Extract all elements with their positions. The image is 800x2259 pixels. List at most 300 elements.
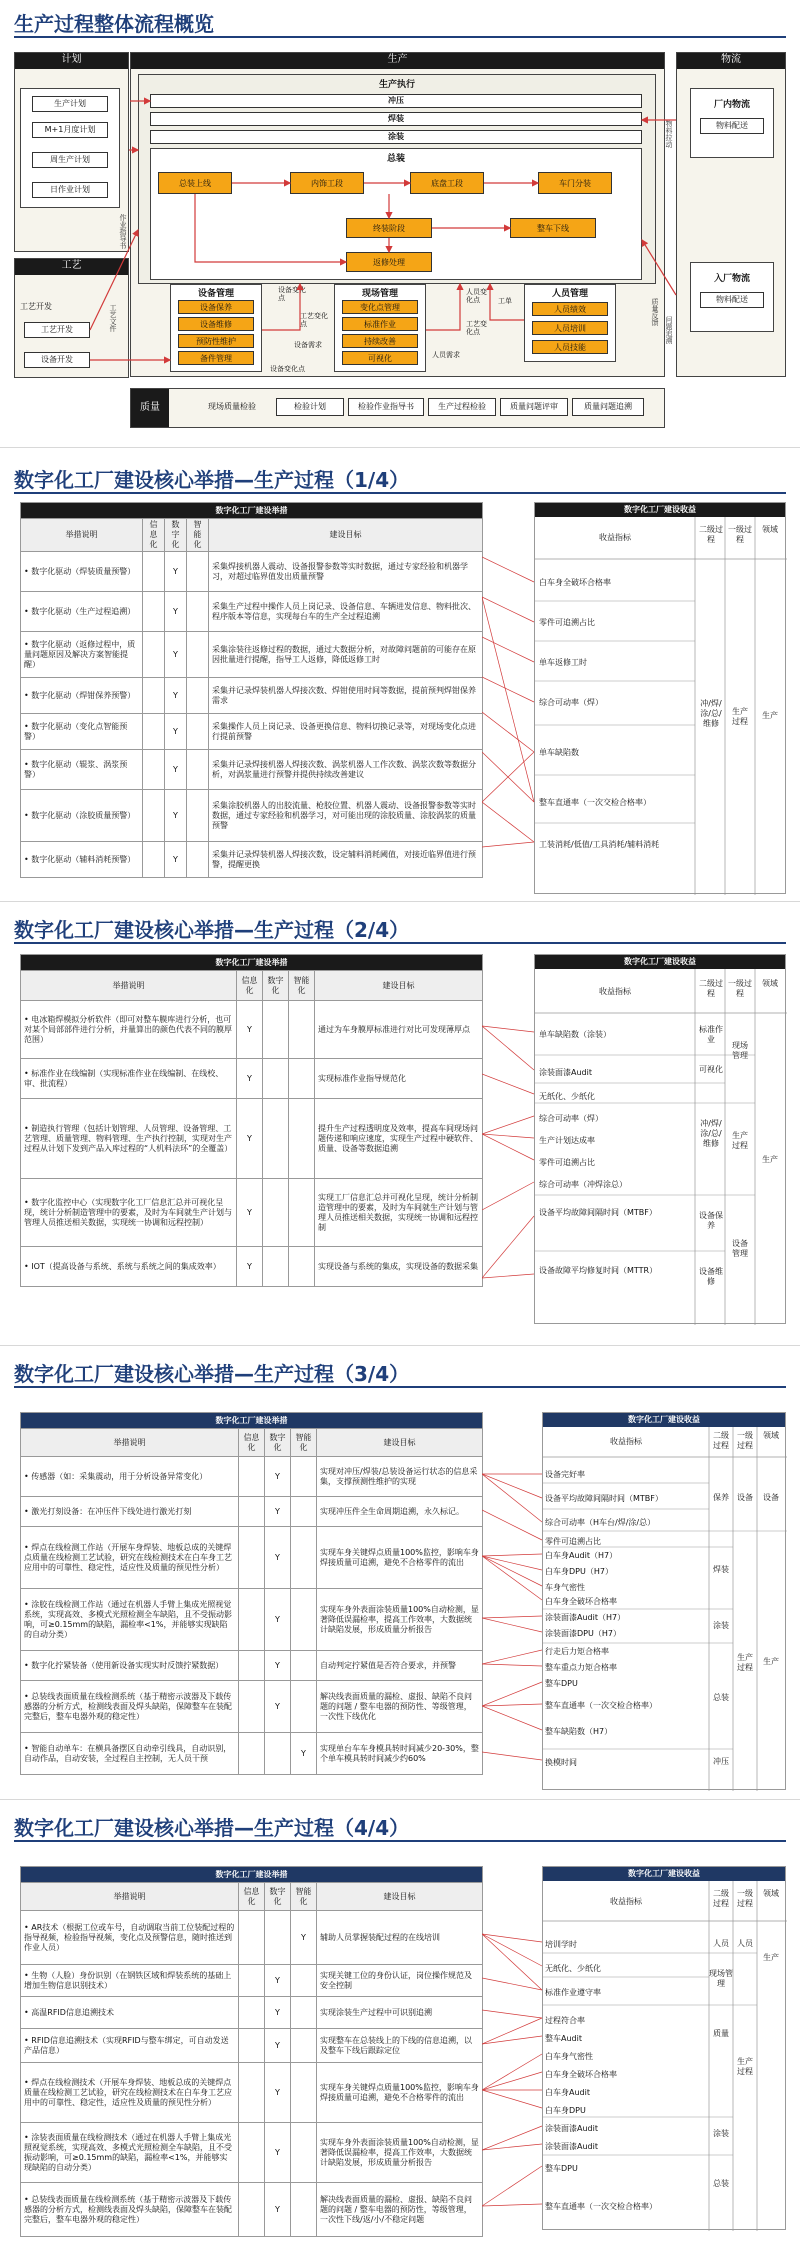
l1-cell: 设备 [737, 1493, 753, 1502]
row-goal: 实现设备与系统的集成，实现设备的数据采集 [315, 1247, 483, 1287]
row-info [143, 842, 165, 878]
site-label: 现场管理 [361, 289, 398, 299]
flow-label: 工艺变化点 [300, 312, 328, 328]
col-desc: 举措说明 [21, 519, 143, 552]
table-row [21, 678, 483, 714]
col-l1: 一级过程 [737, 1889, 753, 1908]
col-kpi: 收益指标 [610, 1437, 642, 1446]
equipment-item[interactable]: 备件管理 [178, 351, 254, 365]
row-digital: Y [265, 1457, 291, 1497]
row-goal: 实现车身关键焊点质量100%监控，影响车身焊接质量可追溯，避免不合格零件的流出 [317, 2063, 483, 2123]
quality-item[interactable]: 检验计划 [276, 398, 344, 416]
assembly-online[interactable]: 总装上线 [158, 172, 232, 194]
col-desc: 举措说明 [21, 1883, 239, 1911]
measures-table [20, 502, 483, 878]
slide-core-measures-2 [0, 904, 800, 1346]
connector-lines [482, 954, 538, 1324]
row-goal: 采集生产过程中操作人员上岗记录、设备信息、车辆进发信息、物料批次、程序版本等信息，实现每台车的生产全过程追溯 [209, 592, 483, 632]
repair-handling[interactable]: 返修处理 [346, 252, 432, 272]
row-info: Y [237, 1059, 263, 1099]
row-desc: • 涂胶在线检测工作站（通过在机器人手臂上集成光照视觉系统，实现高效、多模式光照检测全车缺陷，且不受振动影响，可≥0.15mm的缺陷，漏检率<1%，并能够实现缺陷的自动分类） [21, 1589, 239, 1651]
l2-cell: 冲/焊/涂/总/维修 [700, 1119, 722, 1148]
table-row [21, 2183, 483, 2237]
l2-cell: 可视化 [699, 1065, 723, 1074]
kpi-item: 车身气密性 [545, 1583, 585, 1592]
row-info [239, 2123, 265, 2183]
measures-header: 数字化工厂建设举措 [21, 503, 483, 519]
site-item[interactable]: 标准作业 [342, 317, 418, 331]
exec-label: 生产执行 [378, 80, 415, 90]
col-l2: 二级过程 [713, 1889, 729, 1908]
kpi-item: 培训学时 [545, 1940, 577, 1949]
equipment-item[interactable]: 设备保养 [178, 300, 254, 314]
vehicle-offline[interactable]: 整车下线 [510, 218, 596, 238]
l2-cell: 焊装 [713, 1565, 729, 1574]
col-domain: 领域 [763, 1431, 779, 1440]
col-kpi: 收益指标 [599, 533, 631, 542]
equipment-item[interactable]: 预防性维护 [178, 334, 254, 348]
table-row [21, 592, 483, 632]
logistics-header: 物流 [677, 53, 785, 69]
row-goal: 解决线表面质量的漏检、虚报、缺陷不良问题的问题 / 整车电器的预防性，等级管理，一次性下线/返/小/不稳定问题 [317, 2183, 483, 2237]
row-goal: 实现工厂信息汇总并可视化呈现，统计分析制造管理中的要素，及时为车间就生产计划与管理人员推送相关数据，实现统一协调和远程控制 [315, 1179, 483, 1247]
row-digital [263, 1247, 289, 1287]
kpi-item: 单车缺陷数（涂装） [539, 1030, 611, 1039]
l2-cell: 总装 [713, 1693, 729, 1702]
row-info [239, 2029, 265, 2063]
row-info [239, 1681, 265, 1733]
row-info [239, 1965, 265, 1997]
domain-cell: 设备 [763, 1493, 779, 1502]
row-goal: 采集操作人员上岗记录、设备更换信息、物料切换记录等，对现场变化点进行提前预警 [209, 714, 483, 750]
slide-title: 数字化工厂建设核心举措—生产过程（3/4） [14, 1362, 410, 1386]
quality-item[interactable]: 检验作业指导书 [348, 398, 424, 416]
kpi-item: 整车Audit [545, 2034, 582, 2043]
row-digital: Y [265, 2123, 291, 2183]
col-smart: 智能化 [187, 519, 209, 552]
benefits-panel [534, 502, 786, 894]
chassis-section[interactable]: 底盘工段 [410, 172, 484, 194]
door-subassembly[interactable]: 车门分装 [538, 172, 612, 194]
row-goal: 实现单台车车身模具转时间减少20-30%，整个单车模具转时间减少约60% [317, 1733, 483, 1775]
l1-cell: 现场管理 [732, 1041, 748, 1060]
row-smart [289, 1179, 315, 1247]
kpi-item: 整车直通率（一次交检合格率） [545, 2202, 657, 2211]
measures-table [20, 1866, 483, 2237]
l1-cell: 生产过程 [732, 707, 748, 726]
row-goal: 采集并记录焊接机器人焊接次数、涡浆机器人工作次数、涡浆次数等数据分析，对涡浆量进行预警并提供持续改善建议 [209, 750, 483, 790]
kpi-item: 白车身DPU（H7） [545, 1567, 613, 1576]
row-info [143, 678, 165, 714]
kpi-item: 标准作业遵守率 [545, 1988, 601, 1997]
row-digital: Y [165, 678, 187, 714]
row-desc: • 数字化驱动（辊浆、涡浆预警） [21, 750, 143, 790]
table-row [21, 2029, 483, 2063]
measures-header: 数字化工厂建设举措 [21, 1867, 483, 1883]
l2-cell: 质量 [713, 2029, 729, 2038]
row-info [239, 2183, 265, 2237]
col-l1: 一级过程 [728, 979, 752, 998]
row-goal: 采集并记录焊装机器人焊接次数，设定辅料消耗阈值，对接近临界值进行预警，提醒更换 [209, 842, 483, 878]
kpi-item: 零件可追溯占比 [539, 618, 595, 627]
row-goal: 实现车身关键焊点质量100%监控，影响车身焊接质量可追溯，避免不合格零件的流出 [317, 1527, 483, 1589]
col-info: 信息化 [239, 1429, 265, 1457]
row-info [143, 714, 165, 750]
flow-label: 工艺文件 [109, 304, 117, 332]
row-info [239, 1457, 265, 1497]
kpi-item: 白车身全破坏合格率 [539, 578, 611, 587]
measures-table [20, 954, 483, 1287]
kpi-item: 综合可动率（焊） [539, 1114, 603, 1123]
slide-title: 数字化工厂建设核心举措—生产过程（4/4） [14, 1816, 410, 1840]
col-digital: 数字化 [165, 519, 187, 552]
row-desc: • 数字化监控中心（实现数字化工厂信息汇总并可视化呈现，统计分析制造管理中的要素，及时为车间就生产计划与管理人员推送相关数据，实现统一协调和远程控制） [21, 1179, 237, 1247]
row-smart [187, 790, 209, 842]
kpi-item: 涂装面漆DPU（H7） [545, 1629, 621, 1638]
l2-cell: 冲/焊/涂/总/维修 [700, 699, 722, 728]
kpi-item: 整车直通率（一次交检合格率） [539, 798, 651, 807]
row-smart [291, 1497, 317, 1527]
row-desc: • 数字化驱动（涂胶质量预警） [21, 790, 143, 842]
slide-core-measures-4 [0, 1804, 800, 2259]
row-digital: Y [265, 1681, 291, 1733]
row-desc: • 涂装表面质量在线检测技术（通过在机器人手臂上集成光照视觉系统，实现高效、多模式光照检测全车缺陷，且不受振动影响，可≥0.15mm的缺陷，漏检率<1%，并能够实现缺陷的自动分类） [21, 2123, 239, 2183]
flow-label: 问题追溯 [665, 316, 673, 344]
slide-title: 数字化工厂建设核心举措—生产过程（2/4） [14, 918, 410, 942]
kpi-item: 设备平均故障间隔时间（MTBF） [545, 1494, 663, 1503]
row-goal: 实现涂装生产过程中可识别追溯 [317, 1997, 483, 2029]
row-digital: Y [265, 1997, 291, 2029]
flow-label: 质量反馈 [651, 298, 659, 326]
row-desc: • 高温RFID信息追溯技术 [21, 1997, 239, 2029]
col-goal: 建设目标 [209, 519, 483, 552]
row-info [239, 1651, 265, 1681]
row-smart [187, 552, 209, 592]
connector-lines [482, 1866, 544, 2230]
measures-table [20, 1412, 483, 1775]
row-desc: • 总装线表面质量在线检测系统（基于精密示波器及下载传感器的分析方式，检测线表面及焊头缺陷，保障整车在装配完整后，整车电器外观的稳定性） [21, 2183, 239, 2237]
row-goal: 通过为车身膜厚标准进行对比可发现薄厚点 [315, 1001, 483, 1059]
row-smart [289, 1247, 315, 1287]
kpi-item: 换模时间 [545, 1758, 577, 1767]
plan-item[interactable]: M+1月度计划 [32, 122, 108, 138]
personnel-label: 人员管理 [551, 289, 588, 299]
row-digital: Y [265, 1527, 291, 1589]
row-goal: 采集涂胶机器人的出胶流量、枪胶位置、机器人震动、设备报警参数等实时数据，通过专家经验和机器学习，对可能出现的涂胶质量、涂胶涡浆的质量预警 [209, 790, 483, 842]
table-row [21, 1681, 483, 1733]
benefits-grid [535, 503, 787, 895]
l2-cell: 标准作业 [699, 1025, 723, 1044]
benefits-header: 数字化工厂建设收益 [535, 955, 785, 969]
plan-item[interactable]: 周生产计划 [32, 152, 108, 168]
l1-cell: 设备管理 [732, 1239, 748, 1258]
row-digital: Y [265, 1651, 291, 1681]
connector-lines [482, 1412, 544, 1790]
kpi-item: 工装消耗/低值/工具消耗/辅料消耗 [539, 840, 660, 849]
measures-header: 数字化工厂建设举措 [21, 1413, 483, 1429]
row-goal: 解决线表面质量的漏检、虚报、缺陷不良问题的问题 / 整车电器的预防性、等级管理，一次性下线优化 [317, 1681, 483, 1733]
table-row [21, 1997, 483, 2029]
plan-header: 计划 [15, 53, 128, 69]
benefits-panel [534, 954, 786, 1324]
l2-cell: 总装 [713, 2179, 729, 2188]
row-info [239, 1997, 265, 2029]
entry-delivery[interactable]: 物料配送 [700, 292, 764, 308]
l2-cell: 人员 [713, 1939, 729, 1948]
slide-title: 生产过程整体流程概览 [14, 12, 214, 36]
quality-item[interactable]: 质量问题评审 [500, 398, 568, 416]
col-kpi: 收益指标 [610, 1897, 642, 1906]
col-desc: 举措说明 [21, 971, 237, 1001]
row-goal: 实现车身外表面涂装质量100%自动检测，显著降低误漏检率，提高工作效率，大数据统计缺陷发展，形成质量分析报告 [317, 2123, 483, 2183]
personnel-item[interactable]: 人员培训 [532, 321, 608, 335]
row-smart [291, 1457, 317, 1497]
row-digital: Y [165, 552, 187, 592]
kpi-item: 白车身全破坏合格率 [545, 1597, 617, 1606]
l2-cell: 涂装 [713, 2129, 729, 2138]
flow-label: 设备需求 [294, 341, 322, 349]
kpi-item: 综合可动率（焊） [539, 698, 603, 707]
table-row [21, 1527, 483, 1589]
row-desc: • 传感器（如：采集震动，用于分析设备异常变化） [21, 1457, 239, 1497]
kpi-item: 零件可追溯占比 [545, 1537, 601, 1546]
slide-core-measures-1 [0, 452, 800, 902]
row-goal: 采集焊接机器人震动、设备报警参数等实时数据，通过专家经验和机器学习，对超过临界值发出质量预警 [209, 552, 483, 592]
row-info [239, 2063, 265, 2123]
row-smart [291, 2029, 317, 2063]
benefits-panel [542, 1412, 786, 1790]
plan-item[interactable]: 日作业计划 [32, 182, 108, 198]
row-smart [291, 2123, 317, 2183]
row-info: Y [237, 1099, 263, 1179]
personnel-item[interactable]: 人员技能 [532, 340, 608, 354]
kpi-item: 设备平均故障间隔时间（MTBF） [539, 1208, 657, 1217]
row-digital: Y [265, 1965, 291, 1997]
kpi-item: 涂装面漆Audit [545, 2142, 598, 2151]
row-digital: Y [265, 2063, 291, 2123]
welding-bar: 焊装 [150, 112, 642, 126]
row-info: Y [237, 1179, 263, 1247]
flow-label: 设备变化点 [278, 286, 306, 302]
col-goal: 建设目标 [317, 1883, 483, 1911]
row-desc: • 电冰箱焊模拟分析软件（即可对整车膜库进行分析，也可对某个局部部件进行分析，并量算出的颜色代表不同的膜厚范围） [21, 1001, 237, 1059]
row-desc: • RFID信息追溯技术（实现RFID与整车绑定，可自动发送产品信息） [21, 2029, 239, 2063]
table-row [21, 750, 483, 790]
row-info [143, 552, 165, 592]
row-digital [265, 1911, 291, 1965]
domain-cell: 生产 [763, 1953, 779, 1962]
painting-bar: 涂装 [150, 130, 642, 144]
col-info: 信息化 [143, 519, 165, 552]
row-digital: Y [165, 790, 187, 842]
quality-item: 现场质量检验 [208, 402, 256, 411]
row-smart [289, 1099, 315, 1179]
kpi-item: 整车重点力矩合格率 [545, 1663, 617, 1672]
row-digital [265, 1733, 291, 1775]
kpi-item: 零件可追溯占比 [539, 1158, 595, 1167]
title-rule [14, 492, 786, 494]
col-domain: 领域 [762, 979, 778, 988]
site-item[interactable]: 持续改善 [342, 334, 418, 348]
row-digital [263, 1059, 289, 1099]
title-rule [14, 1386, 786, 1388]
row-goal: 采集涂装往返修过程的数据，通过大数据分析，对故障问题前的可能存在原因批量进行提醒，指导工人返修，降低返修工时 [209, 632, 483, 678]
row-goal: 自动判定拧紧值是否符合要求，并预警 [317, 1651, 483, 1681]
col-kpi: 收益指标 [599, 987, 631, 996]
craft-item[interactable]: 工艺开发 [24, 322, 90, 338]
kpi-item: 行走后力矩合格率 [545, 1647, 609, 1656]
l1-cell: 人员 [737, 1939, 753, 1948]
quality-item[interactable]: 质量问题追溯 [572, 398, 644, 416]
kpi-item: 涂装面漆Audit [545, 2124, 598, 2133]
kpi-item: 无纸化、少纸化 [539, 1092, 595, 1101]
table-row [21, 552, 483, 592]
row-digital: Y [165, 842, 187, 878]
row-smart [187, 714, 209, 750]
domain-cell: 生产 [763, 1657, 779, 1666]
col-digital: 数字化 [265, 1883, 291, 1911]
row-desc: • 生物（人脸）身份识别（在钢铁区域和焊装系统的基础上增加生物信息识别技术） [21, 1965, 239, 1997]
site-item[interactable]: 变化点管理 [342, 300, 418, 314]
table-row [21, 1497, 483, 1527]
quality-header: 质量 [131, 389, 169, 427]
row-goal: 实现车身外表面涂装质量100%自动检测，显著降低误漏检率，提高工作效率，大数据统计缺陷发展，形成质量分析报告 [317, 1589, 483, 1651]
table-row [21, 714, 483, 750]
table-row [21, 1099, 483, 1179]
row-digital: Y [265, 2183, 291, 2237]
row-goal: 实现关键工位的身份认证，岗位操作规范及安全控制 [317, 1965, 483, 1997]
col-smart: 智能化 [291, 1429, 317, 1457]
row-desc: • 制造执行管理（包括计划管理、人员管理、设备管理、工艺管理、质量管理、物料管理、生产执行控制，实现对生产过程从计划下发到产品入库过程的“人机料法环”的全覆盖） [21, 1099, 237, 1179]
row-digital: Y [265, 1497, 291, 1527]
table-row [21, 790, 483, 842]
row-desc: • IOT（提高设备与系统、系统与系统之间的集成效率） [21, 1247, 237, 1287]
l1-cell: 生产过程 [732, 1131, 748, 1150]
row-info: Y [237, 1247, 263, 1287]
row-smart [291, 1651, 317, 1681]
final-stage[interactable]: 终装阶段 [346, 218, 432, 238]
flow-label: 工单 [498, 297, 512, 305]
plan-item[interactable]: 生产计划 [32, 96, 108, 112]
kpi-item: 白车身DPU [545, 2106, 586, 2115]
row-goal: 实现对冲压/焊装/总装设备运行状态的信息采集，支撑预测性维护的实现 [317, 1457, 483, 1497]
row-desc: • 数字化拧紧装备（使用新设备实现实时反馈拧紧数据） [21, 1651, 239, 1681]
row-info [239, 1733, 265, 1775]
table-row [21, 1965, 483, 1997]
flow-label: 工艺变化点 [466, 320, 487, 336]
craft-item[interactable]: 工艺开发 [20, 302, 52, 311]
col-digital: 数字化 [265, 1429, 291, 1457]
slide-core-measures-3 [0, 1350, 800, 1800]
kpi-item: 单车返修工时 [539, 658, 587, 667]
col-domain: 领域 [762, 525, 778, 534]
row-desc: • 标准作业在线编制（实现标准作业在线编制、在线校、审、批流程） [21, 1059, 237, 1099]
kpi-item: 单车缺陷数 [539, 748, 579, 757]
row-smart [289, 1059, 315, 1099]
row-goal: 实现冲压件全生命周期追溯，永久标记。 [317, 1497, 483, 1527]
row-goal: 实现整车在总装线上的下线的信息追溯，以及整车下线后跟踪定位 [317, 2029, 483, 2063]
kpi-item: 综合可动率（冲焊涂总） [539, 1180, 627, 1189]
row-info [143, 632, 165, 678]
title-rule [14, 942, 786, 944]
row-smart [289, 1001, 315, 1059]
row-smart [291, 1681, 317, 1733]
benefits-grid [543, 1867, 787, 2231]
slide-title: 数字化工厂建设核心举措—生产过程（1/4） [14, 468, 410, 492]
l2-cell: 现场管理 [709, 1969, 733, 1988]
benefits-grid [535, 955, 787, 1325]
l2-cell: 设备维修 [699, 1267, 723, 1286]
l1-cell: 生产过程 [737, 2057, 753, 2076]
row-info [143, 592, 165, 632]
equipment-label: 设备管理 [197, 289, 234, 299]
site-item[interactable]: 可视化 [342, 351, 418, 365]
row-smart [291, 1589, 317, 1651]
quality-item[interactable]: 生产过程检验 [428, 398, 496, 416]
table-row [21, 2123, 483, 2183]
domain-cell: 生产 [762, 711, 778, 720]
table-row [21, 842, 483, 878]
table-row [21, 1457, 483, 1497]
kpi-item: 白车身气密性 [545, 2052, 593, 2061]
row-info [143, 750, 165, 790]
table-row [21, 632, 483, 678]
table-row [21, 1911, 483, 1965]
personnel-item[interactable]: 人员绩效 [532, 302, 608, 316]
connector-lines [482, 502, 538, 894]
benefits-panel [542, 1866, 786, 2230]
row-goal: 辅助人员掌握装配过程的在线培训 [317, 1911, 483, 1965]
col-l1: 一级过程 [737, 1431, 753, 1450]
row-goal: 采集并记录焊装机器人焊接次数、焊钳使用时间等数据，提前预判焊钳保养需求 [209, 678, 483, 714]
craft-item[interactable]: 设备开发 [24, 352, 90, 368]
inbound-delivery[interactable]: 物料配送 [700, 118, 764, 134]
col-goal: 建设目标 [315, 971, 483, 1001]
row-smart [187, 678, 209, 714]
row-smart [291, 1997, 317, 2029]
row-desc: • 数字化驱动（变化点智能预警） [21, 714, 143, 750]
row-digital [263, 1001, 289, 1059]
kpi-item: 整车DPU [545, 1679, 578, 1688]
table-row [21, 1651, 483, 1681]
row-smart [291, 2183, 317, 2237]
kpi-item: 综合可动率（H车台/焊/涂/总） [545, 1518, 656, 1527]
col-desc: 举措说明 [21, 1429, 239, 1457]
row-digital [263, 1099, 289, 1179]
table-row [21, 1589, 483, 1651]
col-l2: 二级过程 [699, 525, 723, 544]
kpi-item: 白车身全破坏合格率 [545, 2070, 617, 2079]
assembly-label: 总装 [386, 154, 405, 164]
flow-label: 物料拉动 [665, 120, 673, 148]
row-digital: Y [265, 1589, 291, 1651]
interior-section[interactable]: 内饰工段 [290, 172, 364, 194]
kpi-item: 涂装面漆Audit [539, 1068, 592, 1077]
table-row [21, 1247, 483, 1287]
kpi-item: 整车直通率（一次交检合格率） [545, 1701, 657, 1710]
col-smart: 智能化 [291, 1883, 317, 1911]
row-desc: • 数字化驱动（焊装质量预警） [21, 552, 143, 592]
equipment-item[interactable]: 设备维修 [178, 317, 254, 331]
row-smart: Y [291, 1911, 317, 1965]
title-rule [14, 1840, 786, 1842]
flow-label: 人员变化点 [466, 288, 487, 304]
l2-cell: 设备保养 [699, 1211, 723, 1230]
row-info: Y [237, 1001, 263, 1059]
production-header: 生产 [131, 53, 664, 69]
l2-cell: 冲压 [713, 1757, 729, 1766]
row-desc: • 智能自动单车：在横具备摆区自动牵引线具，自动识别，自动作品，自动安装，全过程自主控制，无人员干预 [21, 1733, 239, 1775]
